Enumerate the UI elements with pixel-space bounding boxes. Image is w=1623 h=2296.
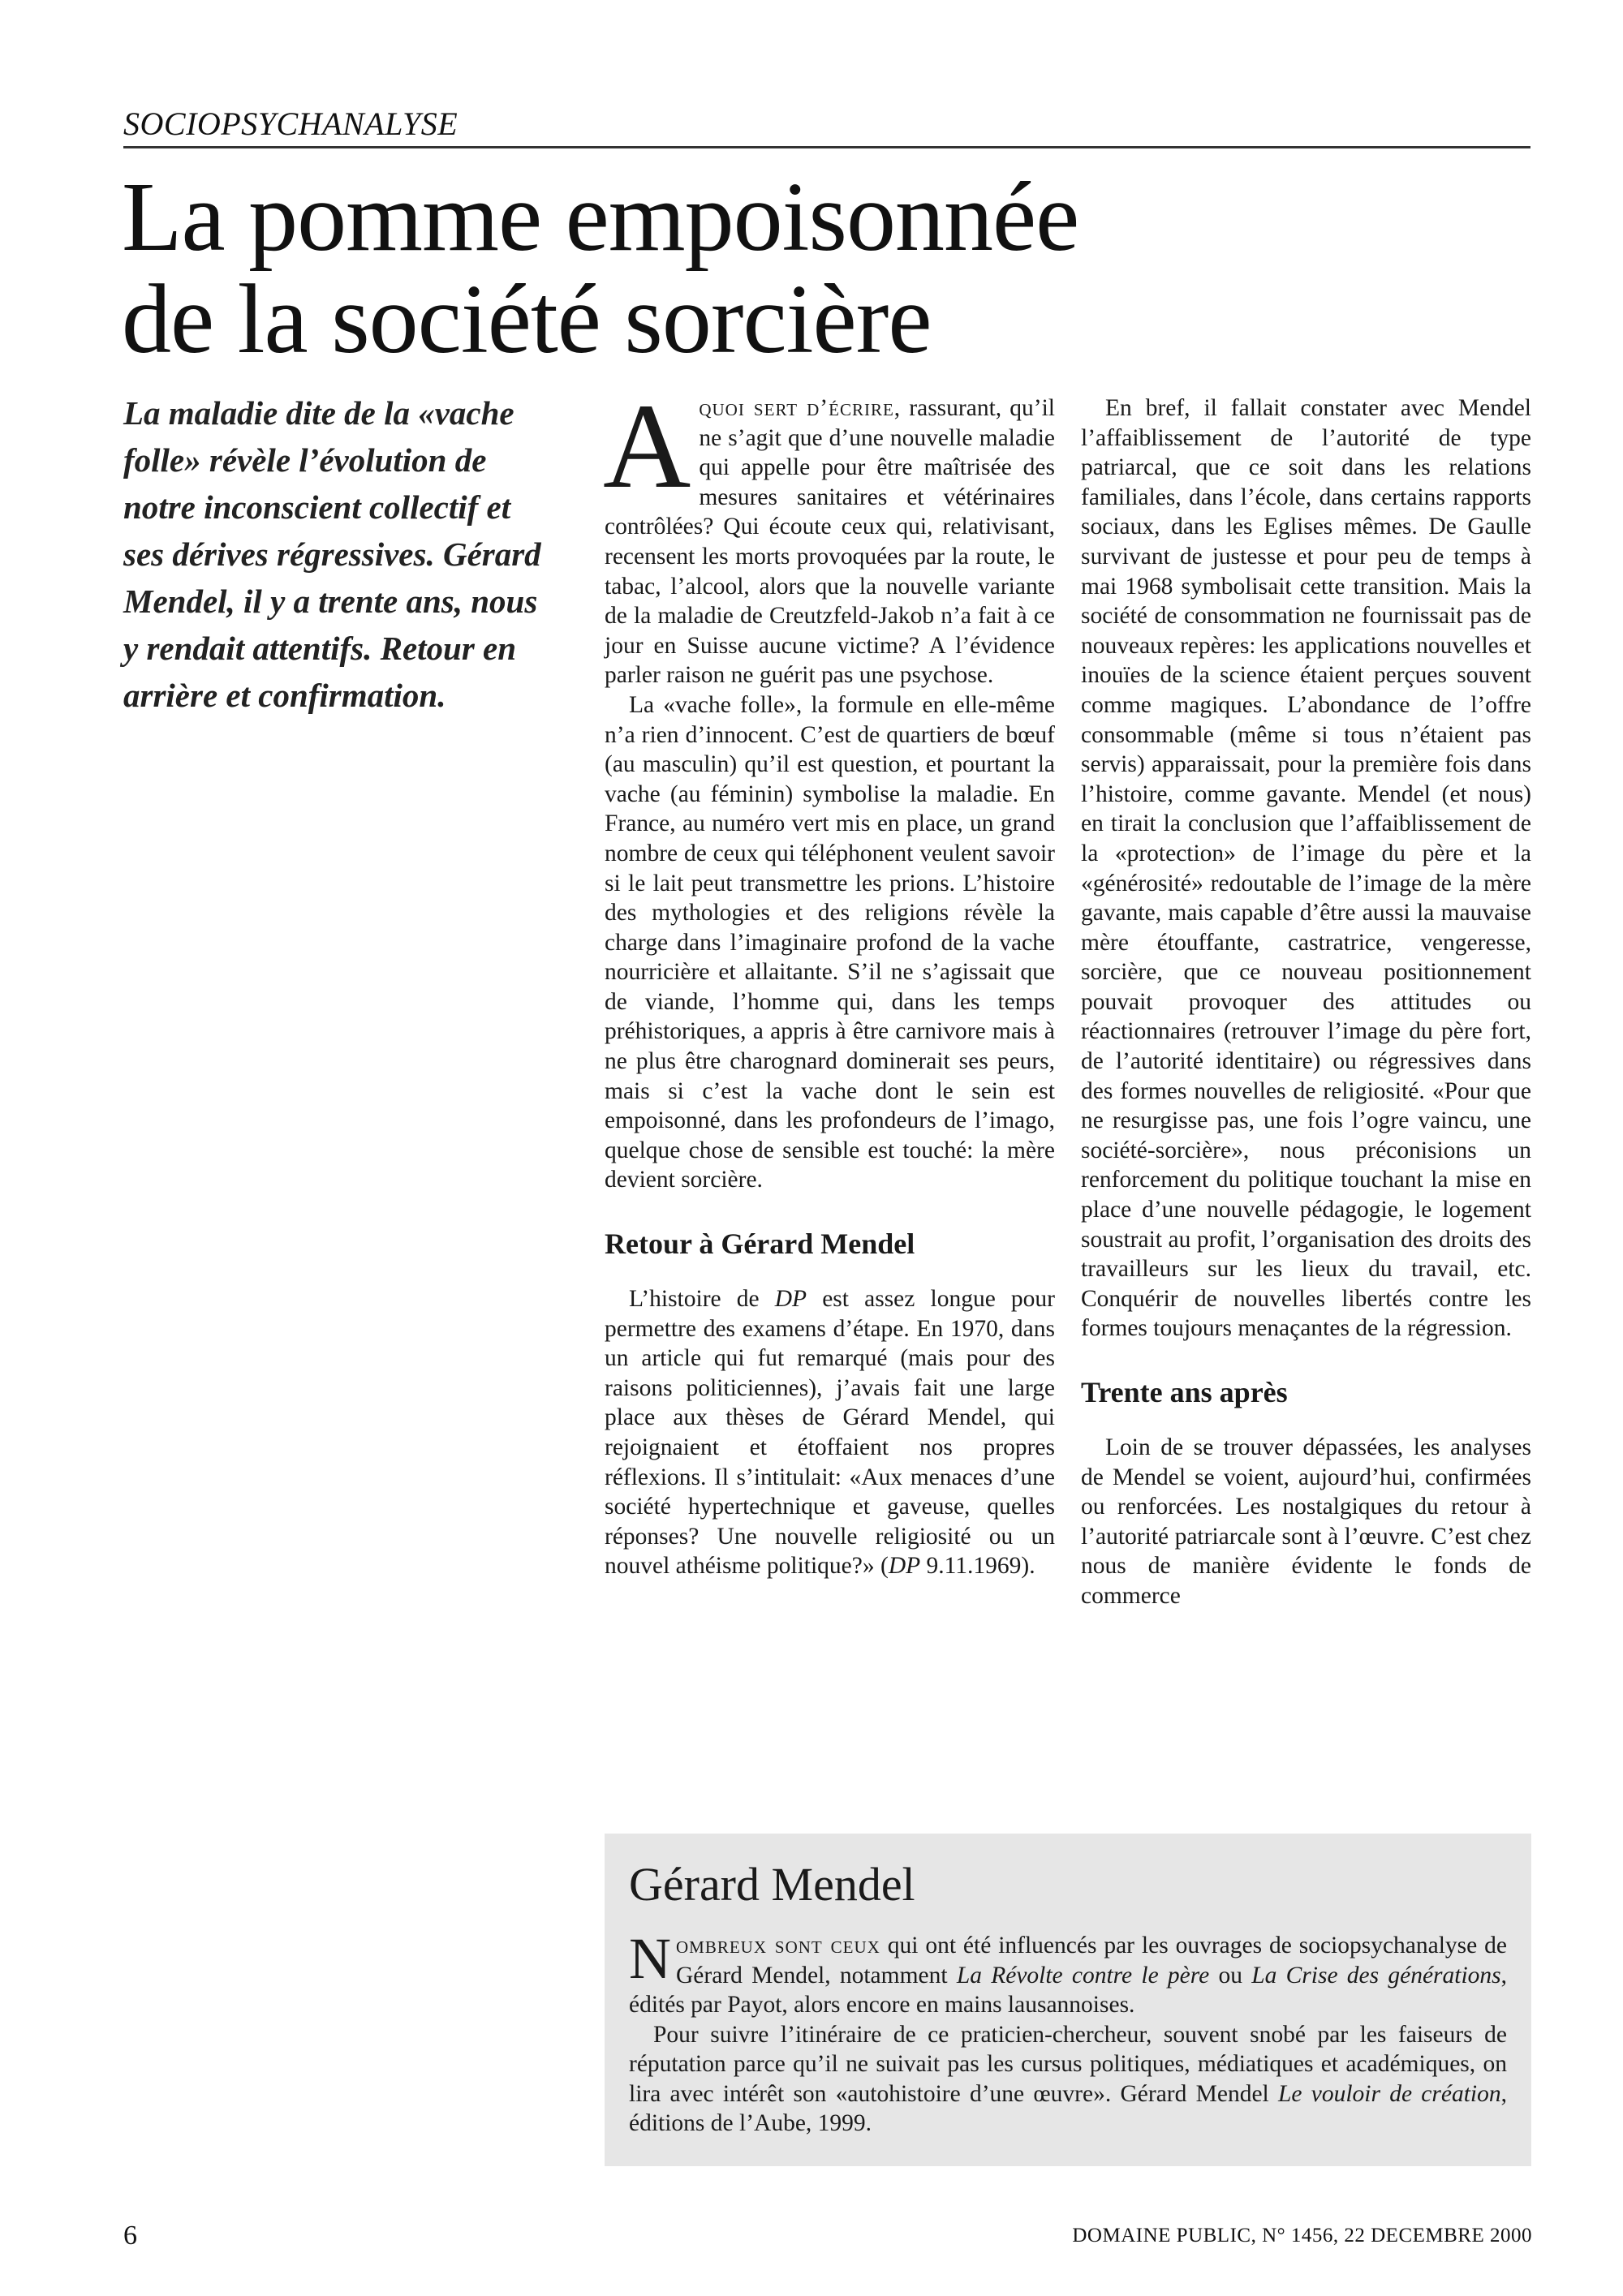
- article-column-1: [603, 379, 1056, 1581]
- sidebar-box-mendel: [605, 1834, 1531, 2166]
- article-column-2: [1081, 393, 1531, 1611]
- article-lede: La maladie dite de la «vache folle» révèle l’évolution de notre inconscient collectif et ses dérives régressives. Gérard Mendel, il y a trente ans, nous y rendait attentifs. Retour en arrière et confirmation.: [123, 394, 541, 714]
- box-paragraph-2-text-b: , éditions de l’Aube, 1999.: [629, 2080, 1507, 2136]
- page-number: 6: [123, 2221, 137, 2251]
- paragraph-1-text: rassurant, qu’il ne s’agit que d’une nouvelle maladie qui appelle pour être maîtrisée des mesures sanitaires et vétérinaires contrôlées? Qui écoute ceux qui, relativisant, recensent les morts provoquées par la route, le tabac, l’alcool, alors que la nouvelle variante de la maladie de Creutzfeld-Jakob n’a fait à ce jour en Suisse aucune victime? A l’évidence parler raison ne guérit pas une psychose.: [605, 395, 1055, 689]
- box-title: Gérard Mendel: [629, 1858, 915, 1911]
- subheading-retour: Retour à Gérard Mendel: [605, 1228, 915, 1261]
- box-paragraph-2: [629, 2020, 1507, 2139]
- book-title-revolte: La Révolte contre le père: [956, 1962, 1210, 1989]
- article-paragraph-4: En bref, il fallait constater avec Mendel l’affaiblissement de l’autorité de type patriarcal, que ce soit dans les relations familiales, dans l’école, dans certains rapports sociaux, dans les Eglises mêmes. De Gaulle survivant de justesse et pour peu de temps à mai 1968 symbolisait cette transition. Mais la société de consommation ne fournissait pas de nouveaux repères: les applications nouvelles et inouïes de la science étaient perçues souvent comme magiques. L’abondance de l’offre consommable (même si tous n’étaient pas servis) apparaissait, pour la première fois dans l’histoire, comme gavante. Mendel (et nous) en tirait la conclusion que l’affaiblissement de la «protection» de l’image du père et la «générosité» redoutable de l’image de la mère gavante, mais capable d’être aussi la mauvaise mère étouffante, castratrice, vengeresse, sorcière, que ce nouveau positionnement pouvait provoquer des attitudes ou réactionnaires (retrouver l’image du père fort, de l’autorité identitaire) ou régressives dans des formes nouvelles de religiosité. «Pour que ne resurgisse pas, une fois l’ogre vaincu, une société-sorcière», nous préconisions un renforcement du politique touchant la mise en place d’une nouvelle pédagogie, le logement soustrait au profit, l’organisation des droits des travailleurs sur les lieux du travail, etc. Conquérir de nouvelles libertés contre les formes toujours menaçantes de la régression.: [1081, 395, 1531, 1342]
- subheading-trente-ans: Trente ans après: [1081, 1376, 1288, 1408]
- headline-line-2: de la société sorcière: [122, 264, 932, 374]
- box-paragraph-1: [629, 1926, 1508, 2020]
- box-paragraph-2-text-a: Pour suivre l’itinéraire de ce praticien-chercheur, souvent snobé par les faiseurs de réputation parce qu’il ne suivait pas les cursus politiques, médiatiques et académiques, on lira avec intérêt son «autohistoire d’une œuvre». Gérard Mendel: [629, 2021, 1507, 2107]
- article-headline: [122, 162, 1420, 374]
- book-title-crise: La Crise des générations: [1251, 1962, 1501, 1989]
- drop-cap: A: [603, 379, 691, 514]
- box-paragraph-1-text-b: ou: [1209, 1962, 1252, 1989]
- lead-in-smallcaps: quoi sert d’écrire,: [699, 395, 902, 421]
- box-lead-in-smallcaps: ombreux sont ceux: [676, 1933, 880, 1958]
- article-paragraph-1: [603, 379, 1055, 690]
- headline-line-1: La pomme empoisonnée: [122, 162, 1079, 272]
- article-paragraph-3: [605, 1284, 1055, 1581]
- section-rubric: SOCIOPSYCHANALYSE: [123, 105, 1530, 148]
- paragraph-3-dp: DP: [774, 1286, 807, 1313]
- publication-footer: DOMAINE PUBLIC, N° 1456, 22 DECEMBRE 2000: [1072, 2225, 1532, 2247]
- article-paragraph-2: La «vache folle», la formule en elle-même n’a rien d’innocent. C’est de quartiers de bœuf (au masculin) qu’il est question, et pourtant la vache (au féminin) symbolise la maladie. En France, au numéro vert mis en place, un grand nombre de ceux qui téléphonent veulent savoir si le lait peut transmettre les prions. L’histoire des mythologies et des religions révèle la charge dans l’imaginaire profond de la vache nourricière et allaitante. S’il ne s’agissait que de viande, l’homme qui, dans les temps préhistoriques, a appris à être carnivore mais à ne plus être charognard dominerait ses peurs, mais si c’est la vache dont le sein est empoisonné, dans les profondeurs de l’imago, quelque chose de sensible est touché: la mère devient sorcière.: [605, 691, 1055, 1193]
- paragraph-3-text-c: 9.11.1969).: [920, 1553, 1035, 1580]
- paragraph-3-text-b: est assez longue pour permettre des examens d’étape. En 1970, dans un article qui fut remarqué (mais pour des raisons politiciennes), j’avais fait une large place aux thèses de Gérard Mendel, qui rejoignaient et étoffaient nos propres réflexions. Il s’intitulait: «Aux menaces d’une société hypertechnique et gaveuse, quelles réponses? Une nouvelle religiosité ou un nouvel athéisme politique?» (: [605, 1286, 1056, 1580]
- paragraph-3-text-a: L’histoire de: [629, 1286, 775, 1313]
- box-paragraph-1-text-a: qui ont été influencés par les ouvrages de sociopsychanalyse de Gérard Mendel, notamment: [676, 1933, 1508, 1989]
- box-drop-cap: N: [629, 1926, 671, 1991]
- box-paragraph-1-text-c: , édités par Payot, alors encore en mains lausannoises.: [629, 1962, 1508, 2018]
- box-body: [629, 1926, 1508, 2139]
- book-title-vouloir: Le vouloir de création: [1277, 2080, 1501, 2107]
- paragraph-3-dp-2: DP: [888, 1553, 921, 1580]
- article-paragraph-5: Loin de se trouver dépassées, les analyses de Mendel se voient, aujourd’hui, confirmées ou renforcées. Les nostalgiques du retour à l’autorité patriarcale sont à l’œuvre. C’est chez nous de manière évidente le fonds de commerce: [1081, 1434, 1531, 1609]
